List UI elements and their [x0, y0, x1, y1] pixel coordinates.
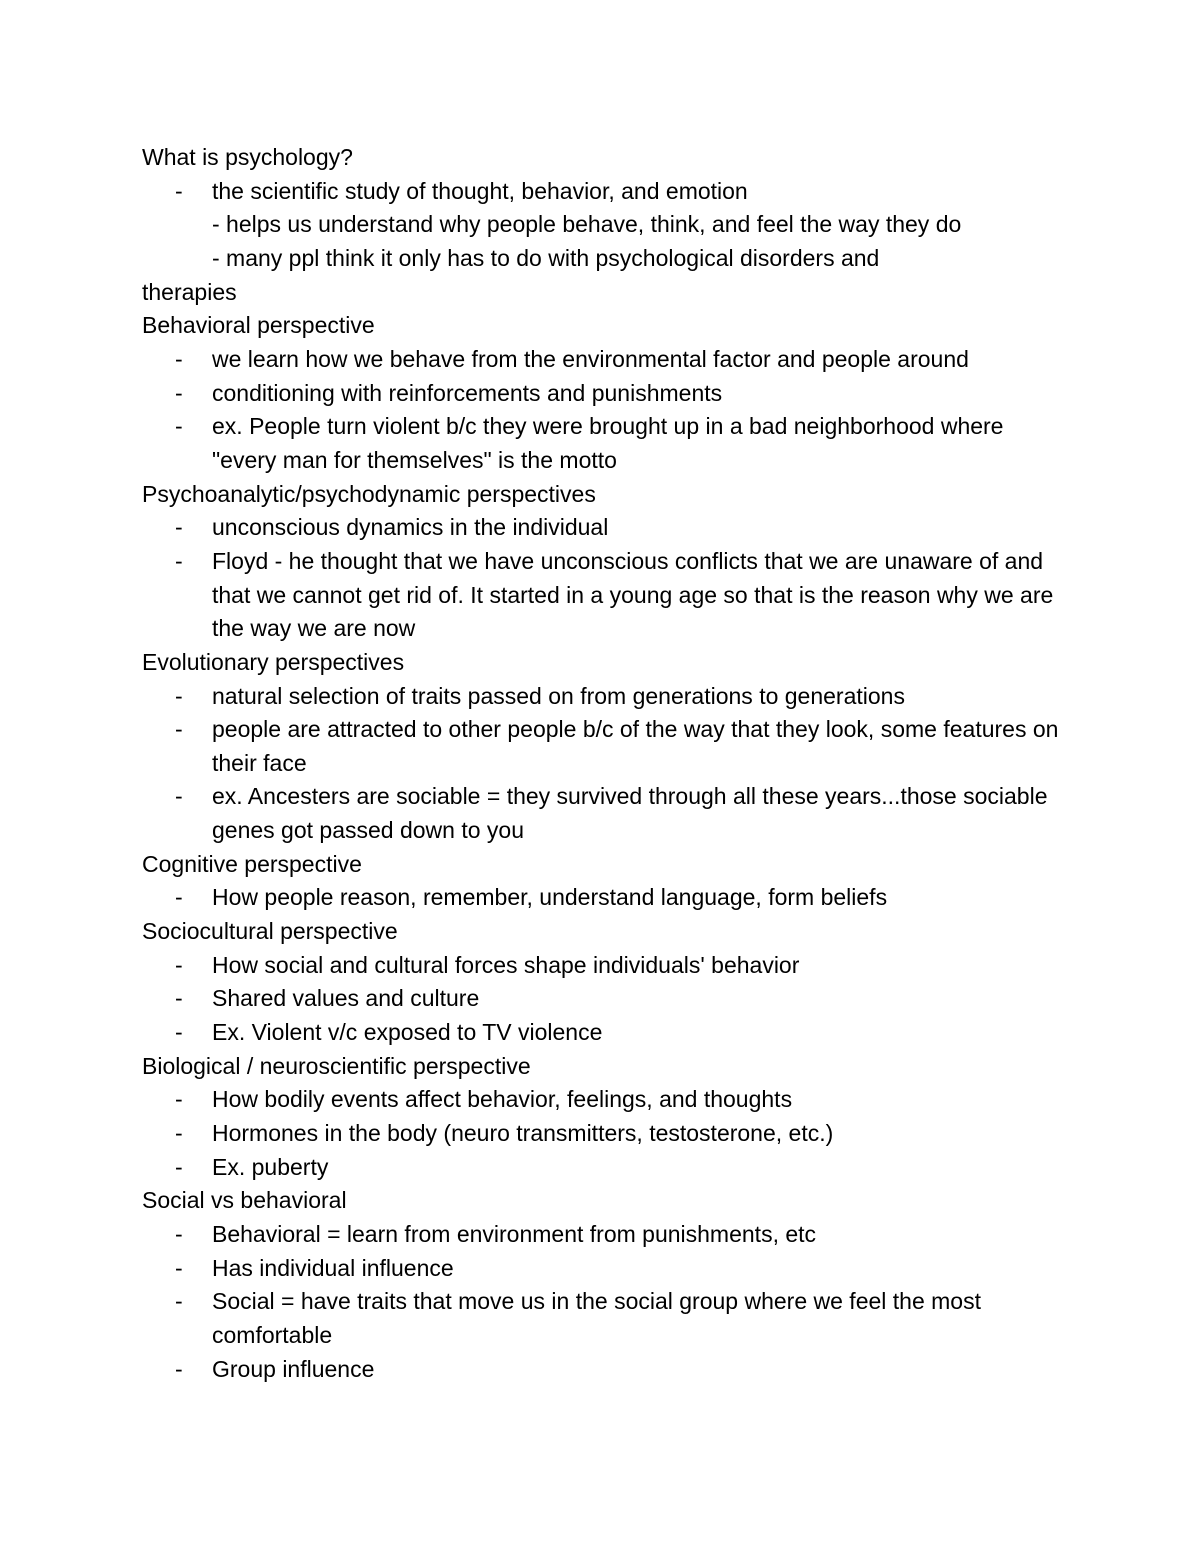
bullet-dash: -	[175, 1254, 183, 1281]
list-item-text: the scientific study of thought, behavior, and emotion	[212, 177, 748, 204]
bullet-dash: -	[175, 345, 183, 372]
section-heading: What is psychology?	[142, 144, 353, 170]
bullet-dash: -	[175, 379, 183, 406]
list-item-text: Shared values and culture	[212, 985, 480, 1012]
list-item-text: How bodily events affect behavior, feelings, and thoughts	[212, 1086, 793, 1113]
section-heading: Behavioral perspective	[142, 312, 375, 339]
wrapped-text: therapies	[142, 278, 237, 305]
list-item	[142, 545, 1062, 646]
list-item-text: Behavioral = learn from environment from punishments, etc	[212, 1221, 817, 1247]
section-heading: Social vs behavioral	[142, 1187, 347, 1214]
bullet-dash: -	[175, 884, 183, 911]
section-heading: Cognitive perspective	[142, 850, 362, 877]
list-item-text: people are attracted to other people b/c of the way that they look, some features on their face	[212, 716, 1059, 776]
list-item	[142, 1218, 1062, 1252]
list-item-text: Group influence	[212, 1355, 375, 1382]
list-item	[142, 680, 1062, 714]
list-item	[142, 780, 1062, 847]
list-item	[142, 1285, 1062, 1352]
section-heading: Psychoanalytic/psychodynamic perspectives	[142, 480, 596, 507]
list-item-text: Floyd - he thought that we have unconscious conflicts that we are unaware of and that we cannot get rid of. It started in a young age so that is the reason why we are the way we are now	[212, 547, 1054, 642]
list-item	[142, 881, 1062, 915]
list-item	[142, 1151, 1062, 1185]
list-item	[142, 1117, 1062, 1151]
bullet-dash: -	[175, 682, 183, 709]
list-item-text: unconscious dynamics in the individual	[212, 514, 609, 541]
bullet-dash: -	[175, 985, 183, 1012]
bullet-dash: -	[175, 951, 183, 978]
section-heading: Sociocultural perspective	[142, 918, 398, 945]
list-item-text: ex. People turn violent b/c they were brought up in a bad neighborhood where "every man for themselves" is the motto	[212, 413, 1004, 473]
bullet-dash: -	[175, 1120, 183, 1147]
bullet-dash: -	[175, 1221, 183, 1247]
bullet-dash: -	[175, 716, 183, 743]
list-item	[142, 410, 1062, 477]
list-item	[142, 1252, 1062, 1286]
bullet-dash: -	[175, 413, 183, 440]
list-item-text: ex. Ancesters are sociable = they survived through all these years...those sociable genes got passed down to you	[212, 783, 1048, 844]
list-item	[142, 343, 1062, 377]
list-item	[142, 713, 1062, 780]
list-item-text: Ex. Violent v/c exposed to TV violence	[212, 1019, 603, 1046]
list-item-text: Has individual influence	[212, 1254, 454, 1281]
list-item	[142, 377, 1062, 411]
notes-body	[142, 141, 1062, 1386]
bullet-dash: -	[175, 783, 183, 810]
list-item-text: Hormones in the body (neuro transmitters, testosterone, etc.)	[212, 1120, 834, 1147]
list-item-text: Social = have traits that move us in the social group where we feel the most comfortable	[212, 1288, 981, 1348]
list-item	[142, 1016, 1062, 1050]
sub-note: - many ppl think it only has to do with psychological disorders and	[212, 244, 880, 271]
bullet-dash: -	[175, 514, 183, 541]
bullet-dash: -	[175, 1288, 183, 1315]
bullet-dash: -	[175, 1086, 183, 1113]
section-heading: Evolutionary perspectives	[142, 648, 405, 675]
list-item-text: we learn how we behave from the environmental factor and people around	[212, 345, 969, 372]
bullet-dash: -	[175, 1153, 183, 1180]
section-heading: Biological / neuroscientific perspective	[142, 1052, 531, 1079]
list-item-text: How social and cultural forces shape individuals' behavior	[212, 951, 800, 978]
list-item	[142, 175, 1062, 209]
list-item	[142, 1083, 1062, 1117]
list-item-text: natural selection of traits passed on from generations to generations	[212, 682, 905, 709]
list-item-text: Ex. puberty	[212, 1153, 329, 1180]
bullet-dash: -	[175, 547, 183, 574]
bullet-dash: -	[175, 177, 183, 204]
bullet-dash: -	[175, 1355, 183, 1382]
sub-note: - helps us understand why people behave, think, and feel the way they do	[212, 211, 962, 238]
list-item	[142, 982, 1062, 1016]
bullet-dash: -	[175, 1019, 183, 1046]
list-item	[142, 1353, 1062, 1387]
list-item-text: conditioning with reinforcements and punishments	[212, 379, 723, 406]
list-item	[142, 511, 1062, 545]
list-item-text: How people reason, remember, understand language, form beliefs	[212, 884, 888, 911]
list-item	[142, 949, 1062, 983]
